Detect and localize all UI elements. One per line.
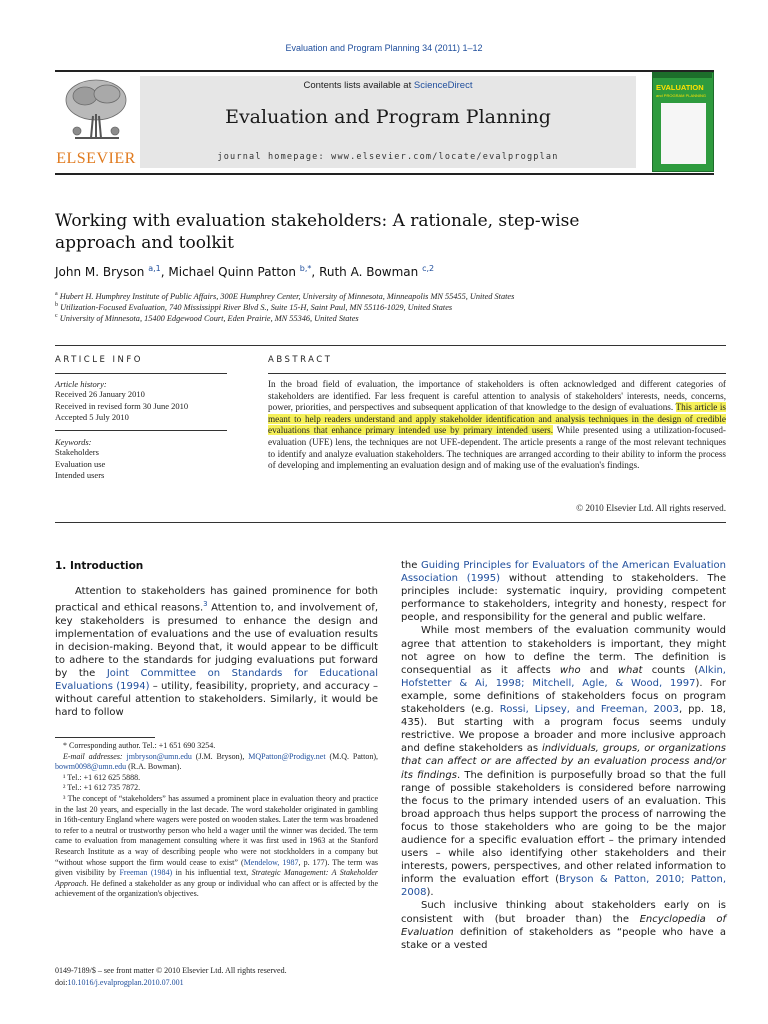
section-heading-introduction: 1. Introduction (55, 560, 144, 572)
history-label: Article history: (55, 379, 107, 389)
text-run: (J.M. Bryson), (191, 751, 249, 761)
text-run: ). For example, some definitions of stakeholders focus on program stakeholders (e.g. (401, 677, 726, 716)
text-run: Attention to, and involvement of, key stakeholders is presumed to enhance the design and implementation of evaluations and the use of evaluation results in decision-making. Beyond that, it would appear to be difficult to adhere to the standards for judging evaluations put forward by the (55, 602, 378, 679)
author-affiliation-mark[interactable]: b,* (299, 264, 312, 273)
author-affiliation-mark[interactable]: a,1 (148, 264, 161, 273)
author-name: Ruth A. Bowman (319, 265, 419, 279)
keyword: Evaluation use (55, 458, 106, 469)
affiliation-text: Hubert H. Humphrey Institute of Public Affairs, 300E Humphrey Center, University of Minnesota, Minneapolis MN 55455, United States (59, 291, 515, 301)
author-affiliation-mark[interactable]: c,2 (422, 264, 435, 273)
citation-link[interactable]: Alkin, Hofstetter & Ai, 1998; Mitchell, Agle, & Wood, 1997 (401, 664, 726, 689)
affiliation (55, 313, 705, 323)
section-rule (55, 345, 726, 346)
contents-line (140, 80, 636, 91)
email-link[interactable]: MQPatton@Prodigy.net (248, 751, 326, 761)
email-label: E-mail addresses: (63, 751, 123, 761)
doi-link[interactable]: 10.1016/j.evalprogplan.2010.07.001 (67, 977, 184, 987)
citation-link[interactable]: Mendelow, 1987 (243, 857, 299, 867)
doi-label: doi: (55, 977, 68, 987)
abstract-copyright: © 2010 Elsevier Ltd. All rights reserved. (576, 503, 726, 513)
citation-link[interactable]: Rossi, Lipsey, and Freeman, 2003 (499, 704, 679, 716)
highlighted-sentence: This article is meant to help readers understand and apply stakeholder identification and analysis techniques in the design of credible evaluations that enhance primary intended use by primary intended users. (268, 402, 726, 436)
author-name: John M. Bryson (55, 265, 145, 279)
front-matter-meta (55, 965, 287, 988)
affiliation-mark: a (55, 291, 58, 297)
keywords-label: Keywords: (55, 437, 92, 447)
text-run: Attention to stakeholders has gained prominence for both practical and ethical reasons. (55, 586, 378, 614)
citation-link[interactable]: Joint Committee on Standards for Educational Evaluations (1994) (55, 667, 378, 692)
email-link[interactable]: jmbryson@umn.edu (126, 751, 192, 761)
text-run: (M.Q. Patton), (329, 751, 379, 761)
abstract-rule (268, 373, 726, 374)
contents-prefix: Contents lists available at (303, 80, 412, 91)
journal-homepage[interactable]: journal homepage: www.elsevier.com/locate/evalprogplan (217, 152, 559, 162)
issn-line: 0149-7189/$ – see front matter © 2010 Elsevier Ltd. All rights reserved. (55, 966, 287, 975)
text-run: . He defined a stakeholder as any group or individual who can affect or is affected by the achievement of the organization's objectives. (55, 878, 378, 899)
text-run: – utility, feasibility, propriety, and accuracy – without careful attention to stakeholders. Similarly, it would be hard to follow (55, 680, 379, 719)
affiliation-mark: b (55, 302, 58, 308)
footnote-1: ¹ Tel.: +1 612 625 5888. (63, 772, 141, 782)
text-run: , pp. 18, 435). But starting with a program focus seems unduly restrictive. We propose a broader and more inclusive approach and define stakeholders as (401, 704, 726, 755)
body-column-left (55, 585, 378, 719)
body-column-right (401, 559, 726, 952)
text-run: and (580, 664, 618, 676)
article-title: Working with evaluation stakeholders: A rationale, step-wise approach and toolkit (55, 211, 580, 253)
text-run: ). (426, 887, 434, 899)
emphasis: who (559, 664, 581, 676)
emphasis: what (617, 664, 643, 676)
keywords-block (55, 437, 227, 482)
text-run: Such inclusive thinking about stakeholders early on is consistent with (but broader than) the (401, 900, 726, 925)
footnote-corresponding: * Corresponding author. Tel.: +1 651 690 3254. (63, 741, 216, 750)
cover-title: EVALUATION (656, 83, 704, 92)
citation-link[interactable]: Freeman (1984) (119, 868, 173, 878)
citation-link[interactable]: Bryson & Patton, 2010; Patton, 2008 (401, 874, 726, 899)
footnotes (55, 741, 378, 900)
abstract-part: In the broad field of evaluation, the importance of stakeholders is often acknowledged and different categories of stakeholders are identified. Far less frequent is careful attention to analysis of stakeholders' interests, needs, concerns, power, priorities, and perspectives and subsequent application of that knowledge to the design of evaluations. (268, 379, 726, 413)
footnote-rule (55, 737, 155, 738)
text-run: the (401, 560, 422, 571)
history-accepted: Accepted 5 July 2010 (55, 412, 129, 422)
sciencedirect-link[interactable]: ScienceDirect (413, 80, 473, 91)
citation-link[interactable]: Guiding Principles for Evaluators of the American Evaluation Association (1995) (401, 560, 726, 585)
cover-panel (661, 103, 706, 164)
journal-title: Evaluation and Program Planning (225, 106, 551, 128)
text-run: definition of stakeholders as “people who have a stake or a vested (401, 926, 726, 951)
cover-subtitle: and PROGRAM PLANNING (656, 93, 707, 98)
emphasis: Encyclopedia of Evaluation (401, 913, 726, 938)
text-run: counts ( (642, 664, 699, 676)
affiliation (55, 291, 705, 301)
text-run: While most members of the evaluation community would agree that attention to stakeholders is important, they might not agree on how to define the term. The definition is consequential as it affects (401, 625, 726, 676)
body-paragraph (401, 624, 726, 899)
history-revised: Received in revised form 30 June 2010 (55, 400, 189, 411)
cover-top-strip (652, 72, 712, 78)
affiliation-text: University of Minnesota, 15400 Edgewood Court, Eden Prairie, MN 55346, United States (59, 313, 359, 323)
body-paragraph (401, 899, 726, 951)
publisher-wordmark: ELSEVIER (56, 150, 136, 167)
body-paragraph (55, 585, 378, 719)
affiliation-mark: c (55, 313, 58, 319)
keyword: Stakeholders (55, 447, 99, 457)
history-received: Received 26 January 2010 (55, 389, 145, 399)
footnote-3 (55, 794, 378, 900)
abstract-part: While presented using a utilization-focused-evaluation (UFE) lens, the techniques are not UFE-dependent. The article presents a range of the most relevant techniques to identify and analyze evaluation stakeholders. The techniques are arranged according to their ability to inform the process of developing and implementing an evaluation design and of making use of the evaluation's findings. (268, 425, 726, 471)
affiliation-text: Utilization-Focused Evaluation, 740 Mississippi River Blvd S., Suite 15-H, Saint Paul, MN 55116-1029, United States (60, 302, 453, 312)
text-run: . The definition is purposefully broad so that the full range of possible stakeholders is considered before narrowing the focus to the primary intended users of an evaluation. This broad approach thus helps support the process of narrowing the focus to those stakeholders who are going to be the major audience for a specific evaluation effort – the primary intended users – while also identifying other stakeholders and their interests, powers, perspectives, and other related information to inform the evaluation effort ( (401, 769, 726, 886)
section-rule (55, 522, 726, 523)
text-run: (R.A. Bowman). (126, 762, 182, 772)
text-run: without attending to stakeholders. The principles include: systematic inquiry, providing competent performance to stakeholders, integrity and honesty, respect for people, and responsibility for the general and public welfare. (401, 573, 726, 624)
email-link[interactable]: bowm0098@umn.edu (55, 762, 127, 772)
article-info-divider (55, 430, 227, 431)
header-top-rule (55, 70, 714, 72)
footnote-emails (55, 752, 378, 773)
doi-line (55, 977, 287, 989)
text-run: ³ The concept of “stakeholders” has assumed a prominent place in evaluation theory and practice in the last 20 years, and especially in the last decade. The word stakeholder originated in gambling in 16th-century England where wagers were posted on wooden stakes. Later the term was broadened to refer to a neutral or trustworthy person who held a wager until the winner was decided. The term came to evaluation from management consulting where it was first used in 1963 at the Stanford Research Institute as a way of describing people who were not stockholders in a company but “without whose support the firm would cease to exist” ( (55, 793, 378, 867)
abstract-heading: ABSTRACT (268, 355, 333, 365)
text-run: in his influential text, (172, 868, 252, 878)
journal-citation[interactable]: Evaluation and Program Planning 34 (2011) 1–12 (285, 43, 483, 53)
footnote-2: ² Tel.: +1 612 735 7872. (63, 783, 141, 793)
emphasis: individuals, groups, or organizations that can affect or are affected by an evaluation process and/or its findings (401, 743, 726, 781)
article-info-heading: ARTICLE INFO (55, 355, 143, 365)
header-bottom-rule (55, 173, 714, 175)
article-info-rule (55, 373, 227, 374)
emphasis: Strategic Management: A Stakeholder Approach (55, 868, 378, 888)
abstract-text (268, 379, 726, 472)
keyword: Intended users (55, 470, 105, 480)
text-run: , p. 177). The term was given visibility by (55, 857, 379, 878)
footnote-ref[interactable]: 3 (203, 600, 208, 609)
body-paragraph (401, 559, 726, 624)
affiliation (55, 302, 705, 312)
author-list: John M. Bryson $^{a,1}$, Michael Quinn Patton $^{b,*}$, Ruth A. Bowman $^{c,2}$ (55, 264, 435, 279)
article-history (55, 379, 227, 424)
author-name: Michael Quinn Patton (168, 265, 296, 279)
